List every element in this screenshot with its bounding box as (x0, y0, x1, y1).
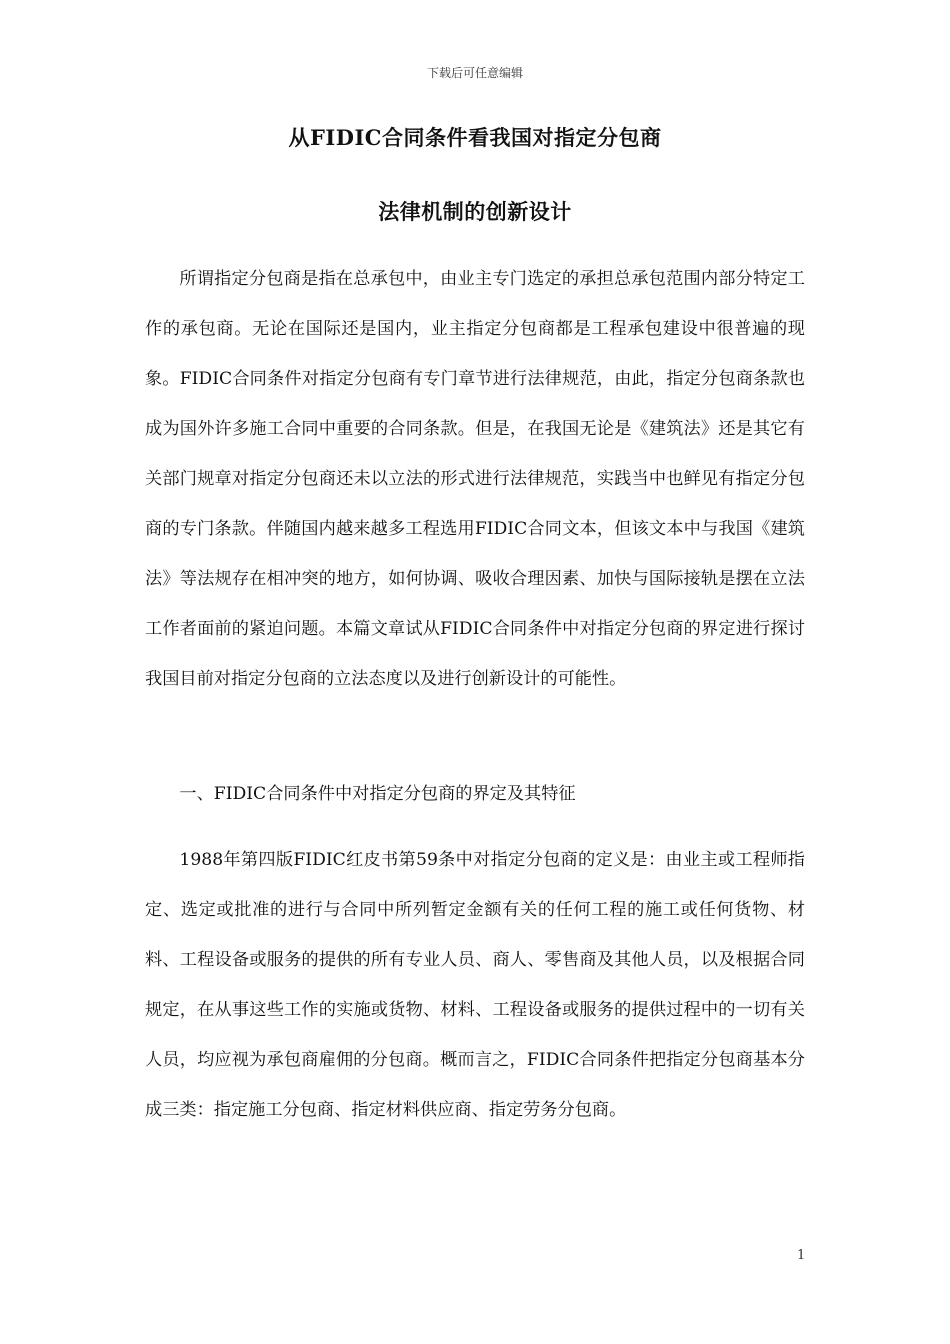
document-title-line-2: 法律机制的创新设计 (378, 199, 572, 224)
paragraph-definition: 1988年第四版FIDIC红皮书第59条中对指定分包商的定义是：由业主或工程师指定、选定或批准的进行与合同中所列暂定金额有关的任何工程的施工或任何货物、材料、工程设备或服务的提供的所有专业人员、商人、零售商及其他人员，以及根据合同规定，在从事这些工作的实施或货物、材料、工程设备或服务的提供过程中的一切有关人员，均应视为承包商雇佣的分包商。概而言之，FIDIC合同条件把指定分包商基本分成三类：指定施工分包商、指定材料供应商、指定劳务分包商。 (145, 850, 805, 1120)
header-note: 下载后可任意编辑 (426, 66, 523, 80)
page-number: 1 (797, 1248, 806, 1263)
paragraph-intro: 所谓指定分包商是指在总承包中，由业主专门选定的承担总承包范围内部分特定工作的承包商。无论在国际还是国内，业主指定分包商都是工程承包建设中很普遍的现象。FIDIC合同条件对指定分包商有专门章节进行法律规范，由此，指定分包商条款也成为国外许多施工合同中重要的合同条款。但是，在我国无论是《建筑法》还是其它有关部门规章对指定分包商还未以立法的形式进行法律规范，实践当中也鲜见有指定分包商的专门条款。伴随国内越来越多工程选用FIDIC合同文本，但该文本中与我国《建筑法》等法规存在相冲突的地方，如何协调、吸收合理因素、加快与国际接轨是摆在立法工作者面前的紧迫问题。本篇文章试从FIDIC合同条件中对指定分包商的界定进行探讨我国目前对指定分包商的立法态度以及进行创新设计的可能性。 (145, 269, 805, 689)
document-title-line-1: 从FIDIC合同条件看我国对指定分包商 (288, 125, 662, 150)
section-heading-1: 一、FIDIC合同条件中对指定分包商的界定及其特征 (179, 784, 576, 804)
